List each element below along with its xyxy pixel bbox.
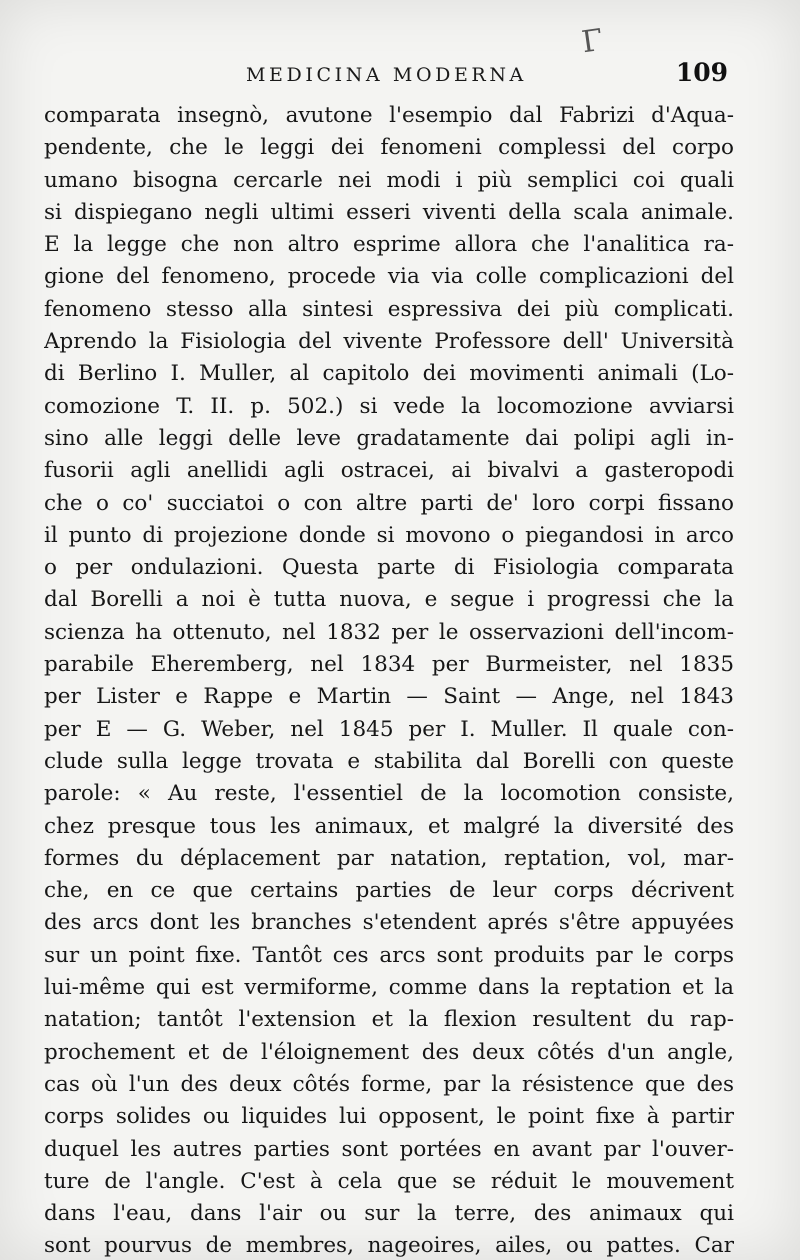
text-line: che o co' succiatoi o con altre parti de' loro corpi fissano: [44, 490, 734, 516]
running-head: [0, 58, 800, 98]
text-line: fusorii agli anellidi agli ostracei, ai bivalvi a gasteropodi: [44, 458, 734, 484]
text-line: di Berlino I. Muller, al capitolo dei movimenti animali (Lo-: [44, 361, 734, 387]
text-line: clude sulla legge trovata e stabilita dal Borelli con queste: [44, 748, 734, 774]
text-line: umano bisogna cercarle nei modi i più semplici coi quali: [44, 167, 734, 193]
text-line: chez presque tous les animaux, et malgré la diversité des: [44, 813, 734, 839]
page-number: 109: [675, 58, 728, 87]
running-title: MEDICINA MODERNA: [246, 64, 527, 86]
text-line: lui-même qui est vermiforme, comme dans la reptation et la: [44, 975, 734, 1001]
text-line: o per ondulazioni. Questa parte di Fisiologia comparata: [44, 555, 734, 581]
corner-pencil-mark: Γ: [579, 22, 606, 61]
text-line: pendente, che le leggi dei fenomeni complessi del corpo: [44, 135, 734, 161]
text-line: sino alle leggi delle leve gradatamente dai polipi agli in-: [44, 425, 734, 451]
text-line: fenomeno stesso alla sintesi espressiva dei più complicati.: [44, 296, 734, 322]
text-line: parabile Eheremberg, nel 1834 per Burmeister, nel 1835: [44, 652, 734, 678]
text-line: duquel les autres parties sont portées en avant par l'ouver-: [44, 1136, 734, 1162]
text-line: il punto di projezione donde si movono o piegandosi in arco: [44, 522, 734, 548]
text-line: si dispiegano negli ultimi esseri viventi della scala animale.: [44, 199, 734, 225]
text-line: che, en ce que certains parties de leur corps décrivent: [44, 878, 734, 904]
text-line: Aprendo la Fisiologia del vivente Professore dell' Università: [44, 329, 734, 355]
text-line: corps solides ou liquides lui opposent, le point fixe à partir: [44, 1104, 734, 1130]
text-line: dal Borelli a noi è tutta nuova, e segue i progressi che la: [44, 587, 734, 613]
text-line: per Lister e Rappe e Martin — Saint — Ange, nel 1843: [44, 684, 734, 710]
text-line: comparata insegnò, avutone l'esempio dal Fabrizi d'Aqua-: [44, 103, 734, 128]
text-line: dans l'eau, dans l'air ou sur la terre, des animaux qui: [44, 1201, 734, 1227]
text-line: E la legge che non altro esprime allora che l'analitica ra-: [44, 232, 734, 258]
text-line: comozione T. II. p. 502.) si vede la locomozione avviarsi: [44, 393, 734, 419]
body-text: [44, 100, 734, 1260]
text-line: sont pourvus de membres, nageoires, ailes, ou pattes. Car: [44, 1233, 734, 1259]
text-line: per E — G. Weber, nel 1845 per I. Muller. Il quale con-: [44, 716, 734, 742]
text-line: parole: « Au reste, l'essentiel de la locomotion consiste,: [44, 781, 734, 807]
text-line: natation; tantôt l'extension et la flexion resultent du rap-: [44, 1007, 734, 1033]
text-line: sur un point fixe. Tantôt ces arcs sont produits par le corps: [44, 942, 734, 968]
text-line: gione del fenomeno, procede via via colle complicazioni del: [44, 264, 734, 290]
text-line: formes du déplacement par natation, reptation, vol, mar-: [44, 845, 734, 871]
text-line: scienza ha ottenuto, nel 1832 per le osservazioni dell'incom-: [44, 619, 734, 645]
text-line: ture de l'angle. C'est à cela que se réduit le mouvement: [44, 1168, 734, 1194]
text-line: des arcs dont les branches s'etendent aprés s'être appuyées: [44, 910, 734, 936]
text-line: prochement et de l'éloignement des deux côtés d'un angle,: [44, 1039, 734, 1065]
text-line: cas où l'un des deux côtés forme, par la résistence que des: [44, 1071, 734, 1097]
